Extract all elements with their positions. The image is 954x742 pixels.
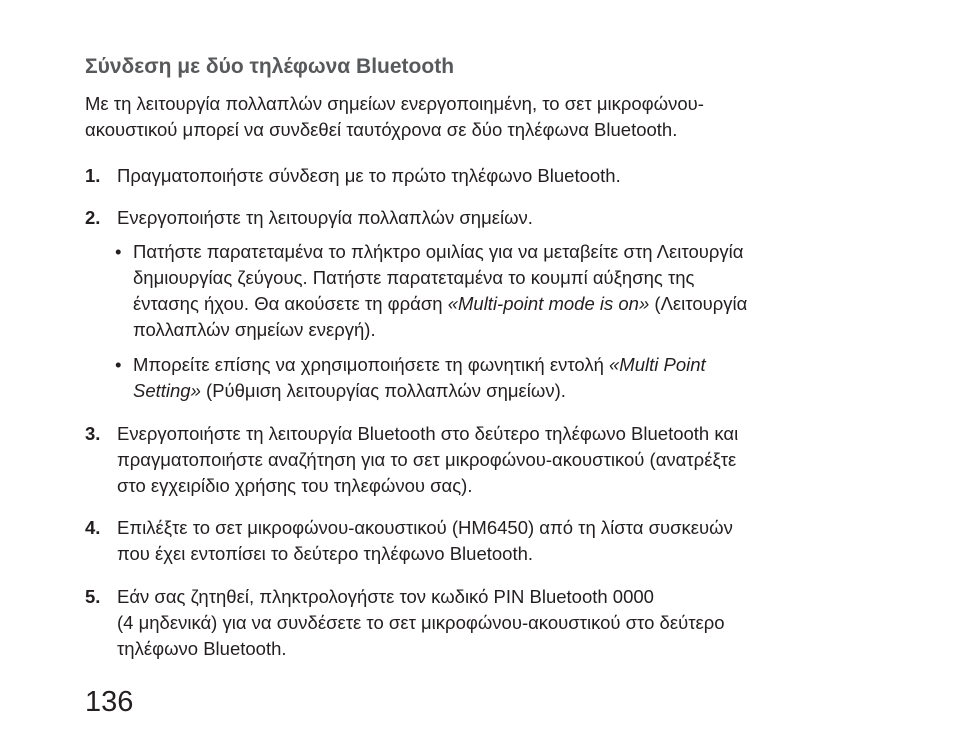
step-number: 5. <box>85 586 101 607</box>
bullet-line: Μπορείτε επίσης να χρησιμοποιήσετε τη φωνητική εντολή <box>133 354 610 375</box>
voice-command: Setting» <box>133 380 201 401</box>
step-3 <box>85 421 885 499</box>
step-2 <box>85 205 885 231</box>
step-line: πραγματοποιήστε αναζήτηση για το σετ μικροφώνου-ακουστικού (ανατρέξτε <box>117 449 737 470</box>
bullet-text <box>133 239 885 343</box>
step-number: 2. <box>85 207 101 228</box>
step-line: Ενεργοποιήστε τη λειτουργία πολλαπλών σημείων. <box>117 207 533 228</box>
page-number: 136 <box>85 686 134 718</box>
step-number: 1. <box>85 165 101 186</box>
bullet-line: έντασης ήχου. Θα ακούσετε τη φράση <box>133 293 448 314</box>
step-1 <box>85 163 885 189</box>
intro-line: Με τη λειτουργία πολλαπλών σημείων ενεργοποιημένη, το σετ μικροφώνου- <box>85 93 704 114</box>
step-text <box>117 421 885 499</box>
bullet-icon: • <box>115 241 122 262</box>
bullet-line: (Λειτουργία <box>649 293 748 314</box>
bullet-item-2 <box>115 352 885 404</box>
bullet-line: πολλαπλών σημείων ενεργή). <box>133 319 376 340</box>
bullet-line: δημιουργίας ζεύγους. Πατήστε παρατεταμένα το κουμπί αύξησης της <box>133 267 695 288</box>
step-line: τηλέφωνο Bluetooth. <box>117 638 287 659</box>
intro-line: ακουστικού μπορεί να συνδεθεί ταυτόχρονα σε δύο τηλέφωνα Bluetooth. <box>85 119 678 140</box>
step-line: Εάν σας ζητηθεί, πληκτρολογήστε τον κωδικό PIN Bluetooth 0000 <box>117 586 654 607</box>
step-text <box>117 205 885 231</box>
step-4 <box>85 515 885 567</box>
step-text <box>117 515 885 567</box>
step-line: Επιλέξτε το σετ μικροφώνου-ακουστικού (HM6450) από τη λίστα συσκευών <box>117 517 733 538</box>
step-5 <box>85 584 885 662</box>
bullet-text <box>133 352 885 404</box>
step-number: 3. <box>85 423 101 444</box>
voice-phrase: «Multi-point mode is on» <box>447 293 650 314</box>
step-text <box>117 584 885 662</box>
section-heading: Σύνδεση με δύο τηλέφωνα Bluetooth <box>85 55 455 78</box>
step-line: (4 μηδενικά) για να συνδέσετε το σετ μικροφώνου-ακουστικού στο δεύτερο <box>117 612 725 633</box>
bullet-icon: • <box>115 354 122 375</box>
bullet-item-1 <box>115 239 885 343</box>
step-line: Πραγματοποιήστε σύνδεση με το πρώτο τηλέφωνο Bluetooth. <box>117 165 621 186</box>
bullet-line: Πατήστε παρατεταμένα το πλήκτρο ομιλίας για να μεταβείτε στη Λειτουργία <box>133 241 744 262</box>
step-line: που έχει εντοπίσει το δεύτερο τηλέφωνο Bluetooth. <box>117 543 534 564</box>
step-number: 4. <box>85 517 101 538</box>
bullet-line: (Ρύθμιση λειτουργίας πολλαπλών σημείων). <box>200 380 566 401</box>
step-line: Ενεργοποιήστε τη λειτουργία Bluetooth στο δεύτερο τηλέφωνο Bluetooth και <box>117 423 739 444</box>
voice-command: «Multi Point <box>609 354 706 375</box>
step-text <box>117 163 885 189</box>
intro-paragraph <box>85 91 885 143</box>
step-line: στο εγχειρίδιο χρήσης του τηλεφώνου σας). <box>117 475 473 496</box>
